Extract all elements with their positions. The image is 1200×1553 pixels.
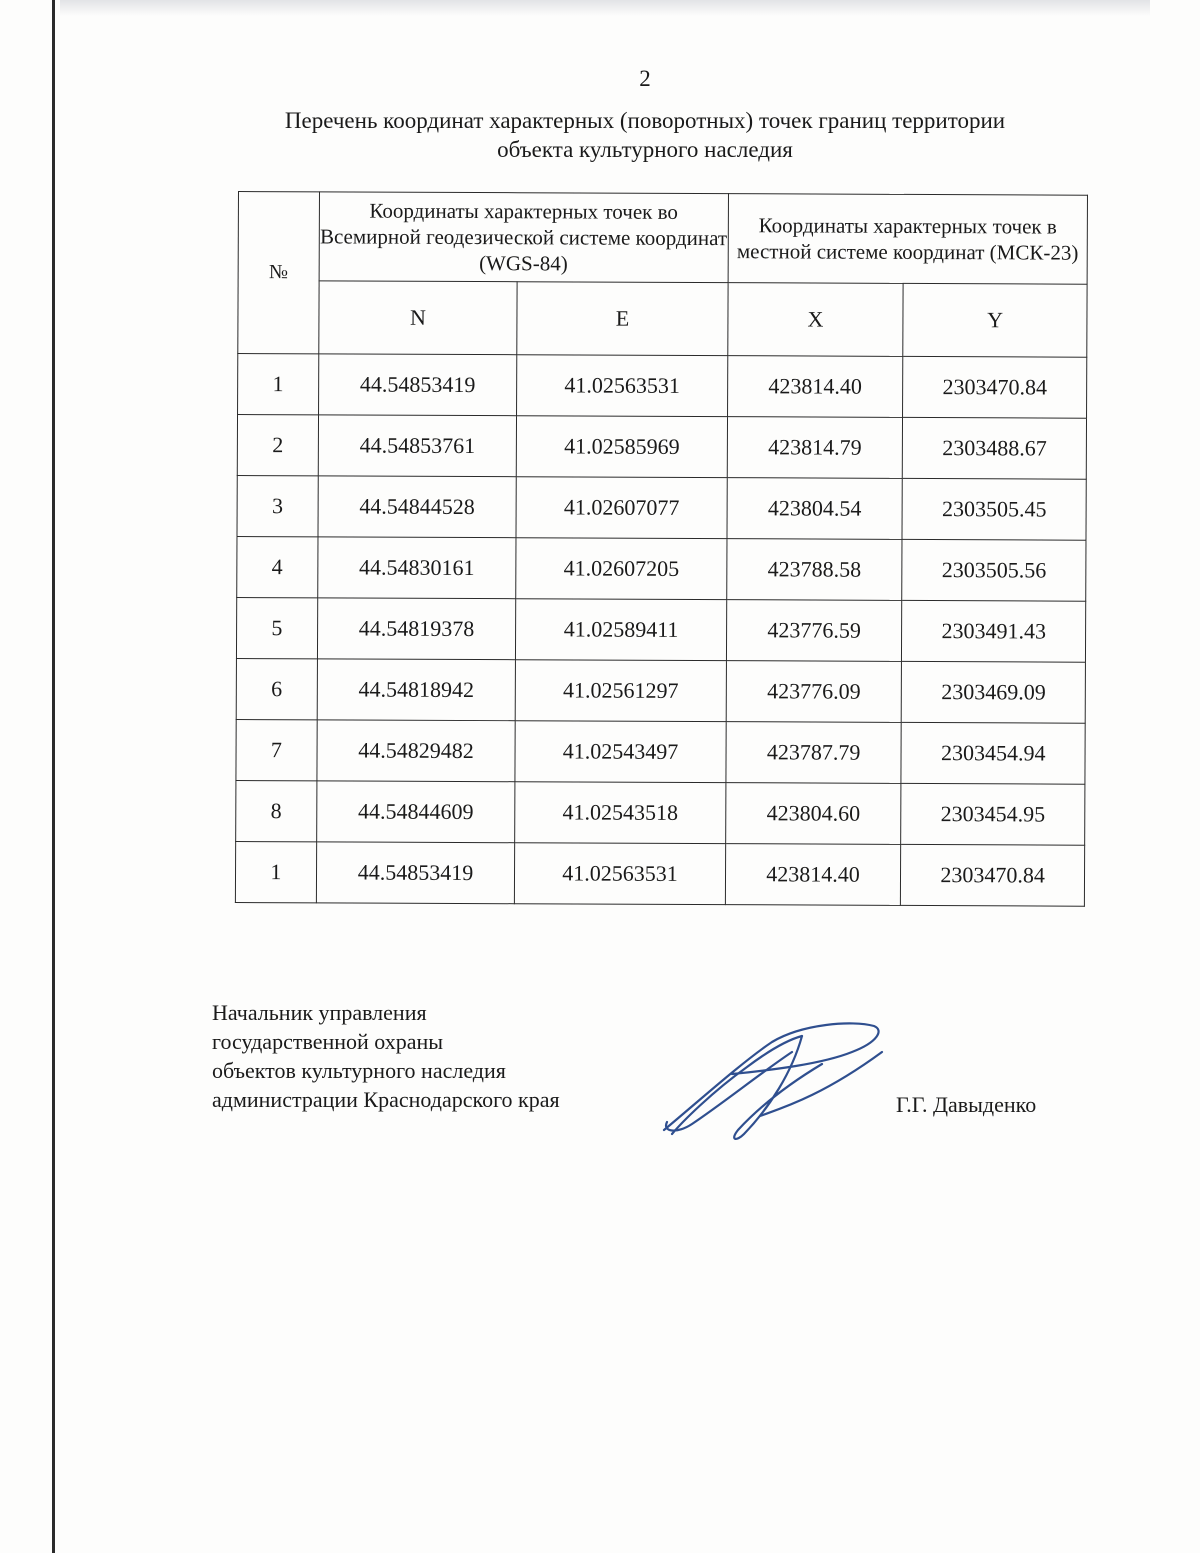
cell-e: 41.02543518 xyxy=(515,782,726,844)
cell-x: 423804.54 xyxy=(727,478,903,540)
page-number: 2 xyxy=(639,66,651,91)
table-row xyxy=(236,780,1085,845)
cell-e: 41.02561297 xyxy=(515,660,726,722)
cell-n: 44.54844609 xyxy=(316,781,515,843)
signatory-line-4: администрации Краснодарского края xyxy=(212,1087,560,1112)
cell-point-number: 8 xyxy=(236,780,317,841)
signature-strokes xyxy=(664,1023,882,1139)
header-e: E xyxy=(517,282,728,356)
header-y: Y xyxy=(903,283,1087,357)
cell-n: 44.54844528 xyxy=(318,476,517,538)
cell-y: 2303454.94 xyxy=(901,722,1085,784)
cell-x: 423787.79 xyxy=(726,722,902,784)
handwritten-signature xyxy=(652,1012,892,1152)
table-header-row xyxy=(238,192,1087,285)
signatory-name: Г.Г. Давыденко xyxy=(896,1092,1037,1117)
cell-point-number: 1 xyxy=(238,354,319,415)
table-subheader-row xyxy=(238,281,1087,358)
cell-n: 44.54818942 xyxy=(317,659,516,721)
cell-point-number: 4 xyxy=(237,536,318,597)
cell-e: 41.02543497 xyxy=(515,721,726,783)
cell-x: 423814.79 xyxy=(727,417,903,479)
table-row xyxy=(236,597,1085,662)
cell-x: 423814.40 xyxy=(727,356,903,418)
cell-y: 2303491.43 xyxy=(902,600,1086,662)
table-row xyxy=(238,354,1087,419)
cell-y: 2303505.56 xyxy=(902,539,1086,601)
cell-x: 423776.09 xyxy=(726,661,902,723)
cell-n: 44.54853761 xyxy=(318,415,517,477)
cell-x: 423776.59 xyxy=(726,600,902,662)
coordinates-table xyxy=(235,191,1088,907)
cell-y: 2303488.67 xyxy=(903,417,1087,479)
cell-n: 44.54819378 xyxy=(317,598,516,660)
table-row xyxy=(236,658,1085,723)
document-title xyxy=(150,106,1140,164)
cell-e: 41.02607077 xyxy=(516,477,727,539)
cell-x: 423804.60 xyxy=(725,783,901,845)
title-line-1: Перечень координат характерных (поворотных) точек границ территории xyxy=(284,108,1006,133)
table-row xyxy=(237,536,1086,601)
header-wgs84-group: Координаты характерных точек во Всемирной геодезической системе координат (WGS-84) xyxy=(319,192,728,283)
cell-n: 44.54853419 xyxy=(316,842,515,904)
title-line-2: объекта культурного наследия xyxy=(497,137,793,162)
signatory-line-3: объектов культурного наследия xyxy=(212,1058,506,1083)
cell-point-number: 2 xyxy=(237,415,318,476)
scan-left-edge xyxy=(52,0,55,1553)
cell-e: 41.02607205 xyxy=(516,538,727,600)
signatory-line-2: государственной охраны xyxy=(212,1029,444,1054)
signatory-line-1: Начальник управления xyxy=(212,1000,427,1025)
cell-x: 423814.40 xyxy=(725,844,901,906)
cell-x: 423788.58 xyxy=(727,539,903,601)
cell-point-number: 7 xyxy=(236,719,317,780)
cell-y: 2303470.84 xyxy=(901,844,1085,906)
cell-point-number: 1 xyxy=(235,841,316,902)
cell-e: 41.02563531 xyxy=(517,355,728,417)
scan-top-shadow xyxy=(60,0,1150,16)
cell-point-number: 6 xyxy=(236,658,317,719)
cell-y: 2303505.45 xyxy=(902,478,1086,540)
header-number: № xyxy=(238,192,319,354)
cell-point-number: 3 xyxy=(237,475,318,536)
header-msk23-group: Координаты характерных точек в местной системе координат (МСК-23) xyxy=(728,194,1088,285)
cell-e: 41.02589411 xyxy=(516,599,727,661)
cell-n: 44.54830161 xyxy=(317,537,516,599)
table-row xyxy=(237,475,1086,540)
cell-y: 2303454.95 xyxy=(901,783,1085,845)
cell-n: 44.54853419 xyxy=(318,354,517,416)
cell-e: 41.02563531 xyxy=(515,843,726,905)
signatory-position xyxy=(212,998,560,1114)
cell-y: 2303470.84 xyxy=(903,356,1087,418)
header-n: N xyxy=(318,281,517,355)
table-row xyxy=(236,719,1085,784)
cell-point-number: 5 xyxy=(236,597,317,658)
table-row xyxy=(235,841,1084,906)
header-x: X xyxy=(728,283,904,357)
cell-y: 2303469.09 xyxy=(902,661,1086,723)
cell-n: 44.54829482 xyxy=(317,720,516,782)
table-row xyxy=(237,415,1086,480)
cell-e: 41.02585969 xyxy=(517,416,728,478)
